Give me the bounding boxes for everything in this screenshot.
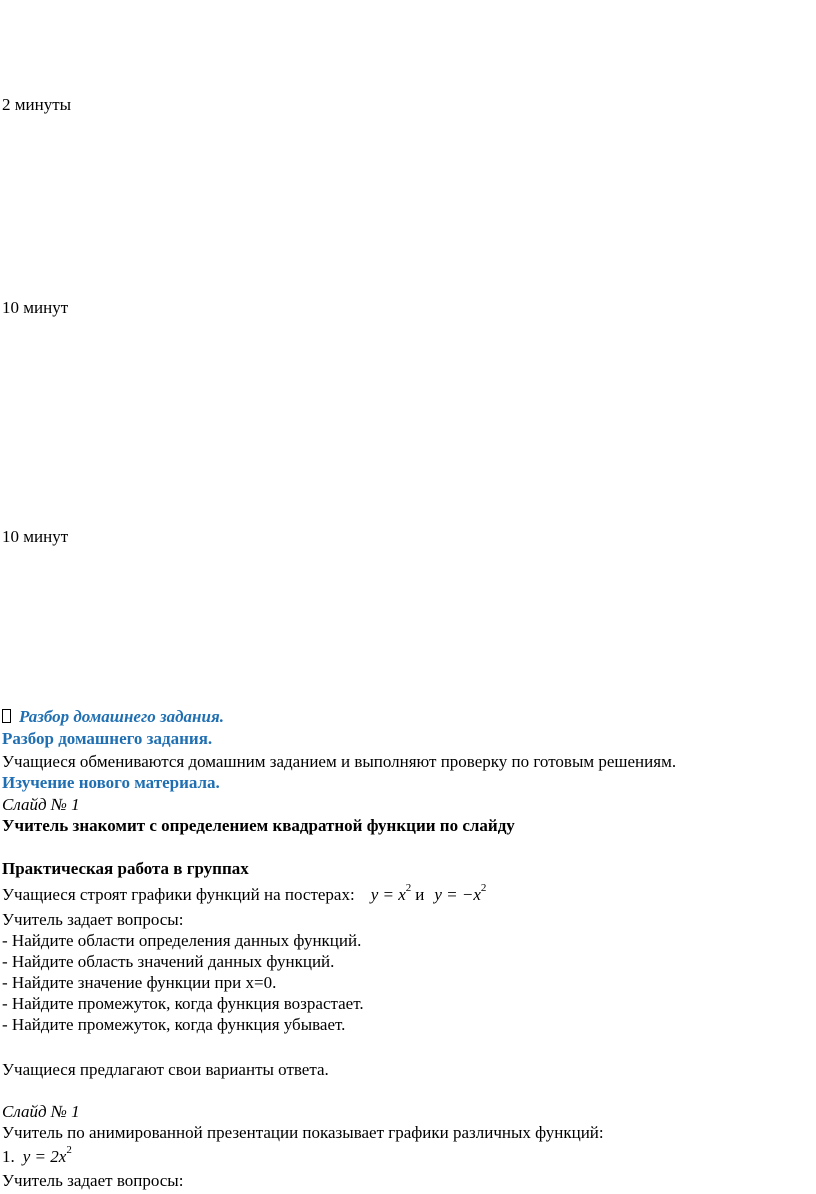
slide-label-2: Слайд № 1 — [2, 1102, 80, 1121]
list-item-1 — [2, 1146, 72, 1167]
homework-review-heading-bulleted — [2, 706, 224, 727]
question-2: - Найдите область значений данных функций. — [2, 952, 335, 971]
posters-text: Учащиеся строят графики функций на постерах: — [2, 885, 355, 904]
posters-line — [2, 884, 486, 905]
list-item-number: 1. — [2, 1147, 15, 1166]
time-10-minutes-1: 10 минут — [2, 298, 69, 317]
formula-y-neg-x2: $y = -x^2$ — [434, 882, 487, 904]
time-10-minutes-2: 10 минут — [2, 527, 69, 546]
homework-review-subheading: Разбор домашнего задания. — [2, 729, 213, 748]
students-answer: Учащиеся предлагают свои варианты ответа. — [2, 1060, 329, 1079]
question-5: - Найдите промежуток, когда функция убывает. — [2, 1015, 346, 1034]
question-1: - Найдите области определения данных функций. — [2, 931, 362, 950]
question-4: - Найдите промежуток, когда функция возрастает. — [2, 994, 364, 1013]
teacher-asks-1: Учитель задает вопросы: — [2, 910, 184, 929]
teacher-intro: Учитель знакомит с определением квадратной функции по слайду — [2, 816, 515, 835]
formula-y-2x2: $y = 2x^2$ — [22, 1144, 72, 1166]
question-3: - Найдите значение функции при х=0. — [2, 973, 277, 992]
time-2-minutes: 2 минуты — [2, 95, 72, 114]
practical-work-heading: Практическая работа в группах — [2, 859, 249, 878]
new-material-heading: Изучение нового материала. — [2, 773, 220, 792]
homework-review-heading: Разбор домашнего задания. — [19, 707, 224, 726]
conjunction-and: и — [415, 885, 425, 904]
formula-y-x2: $y = x^2$ — [370, 882, 412, 904]
teacher-asks-2: Учитель задает вопросы: — [2, 1171, 184, 1190]
bullet-icon — [2, 709, 11, 723]
slide-label-1: Слайд № 1 — [2, 795, 80, 814]
animated-presentation-text: Учитель по анимированной презентации показывает графики различных функций: — [2, 1123, 604, 1142]
homework-text: Учащиеся обмениваются домашним заданием и выполняют проверку по готовым решениям. — [2, 752, 677, 771]
